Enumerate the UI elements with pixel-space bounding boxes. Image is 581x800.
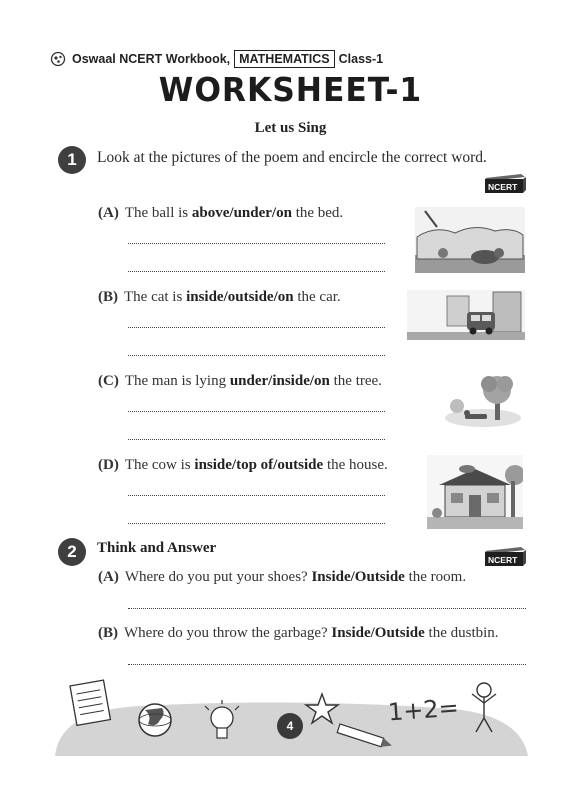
question-item-1b: [98, 289, 341, 306]
item-text-end: the house.: [323, 457, 388, 473]
item-text: The man is lying: [124, 373, 230, 389]
item-options[interactable]: under/inside/on: [229, 373, 330, 389]
item-text: The ball is: [124, 205, 192, 221]
item-label: (A): [98, 205, 119, 221]
answer-line[interactable]: [128, 411, 385, 412]
question-item-2b: [98, 625, 499, 642]
question-2-heading: Think and Answer: [97, 540, 217, 556]
answer-line[interactable]: [128, 523, 385, 524]
math-sum-text: 1+2=: [387, 693, 460, 727]
answer-line[interactable]: [128, 439, 385, 440]
item-options[interactable]: Inside/Outside: [311, 569, 405, 585]
question-item-1c: [98, 373, 382, 390]
oswaal-logo-icon: [50, 51, 66, 67]
answer-line[interactable]: [128, 664, 526, 665]
section-subtitle: Let us Sing: [254, 120, 327, 136]
item-text-end: the bed.: [291, 205, 344, 221]
item-text: Where do you throw the garbage?: [124, 625, 332, 641]
answer-line[interactable]: [128, 243, 385, 244]
car-cat-picture: [407, 290, 525, 340]
answer-line[interactable]: [128, 271, 385, 272]
item-text-end: the tree.: [329, 373, 382, 389]
item-text-end: the room.: [404, 569, 467, 585]
item-options[interactable]: inside/top of/outside: [194, 457, 324, 473]
tree-man-picture: [443, 372, 521, 428]
question-item-2a: [98, 569, 466, 586]
item-label: (B): [98, 289, 118, 305]
answer-line[interactable]: [128, 495, 385, 496]
notepad-icon: [70, 680, 110, 725]
item-label: (C): [98, 373, 119, 389]
item-text-end: the car.: [293, 289, 341, 305]
item-label: (B): [98, 625, 118, 641]
item-options[interactable]: Inside/Outside: [331, 625, 425, 641]
item-text: The cow is: [124, 457, 195, 473]
item-options[interactable]: above/under/on: [191, 205, 292, 221]
subject-label: MATHEMATICS: [234, 50, 335, 68]
page-header: [50, 48, 383, 70]
item-text: Where do you put your shoes?: [124, 569, 312, 585]
question-number-2: 2: [58, 538, 86, 566]
answer-line[interactable]: [128, 355, 385, 356]
question-item-1a: [98, 205, 343, 222]
worksheet-title: WORKSHEET-1: [158, 70, 423, 109]
ncert-badge-text: NCERT: [488, 555, 518, 565]
globe-icon: [139, 704, 171, 736]
house-cow-picture: [427, 455, 523, 529]
class-label: Class-1: [338, 52, 384, 66]
item-options[interactable]: inside/outside/on: [186, 289, 294, 305]
ncert-book-icon: [481, 172, 527, 194]
answer-line[interactable]: [128, 327, 385, 328]
question-item-1d: [98, 457, 388, 474]
item-text-end: the dustbin.: [424, 625, 499, 641]
page-number: 4: [277, 713, 303, 739]
publisher-name: Oswaal NCERT Workbook,: [72, 52, 231, 66]
question-1-instruction: Look at the pictures of the poem and encircle the correct word.: [97, 149, 487, 166]
ncert-book-icon: [481, 545, 527, 567]
answer-line[interactable]: [128, 608, 526, 609]
bed-ball-picture: [415, 207, 525, 273]
item-label: (D): [98, 457, 119, 473]
item-text: The cat is: [124, 289, 187, 305]
item-label: (A): [98, 569, 119, 585]
ncert-badge-text: NCERT: [488, 182, 518, 192]
question-number-1: 1: [58, 146, 86, 174]
